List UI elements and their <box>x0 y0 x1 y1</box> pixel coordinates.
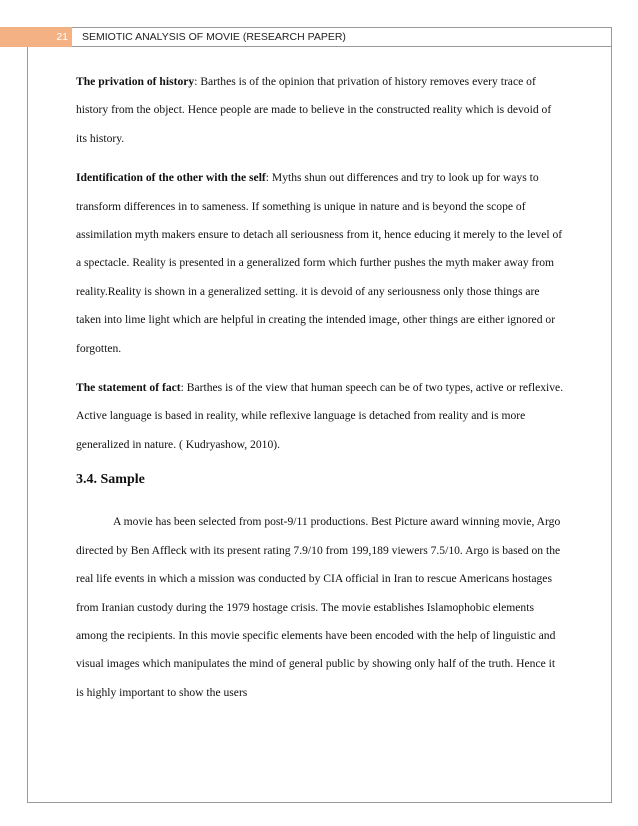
paragraph-statement-of-fact <box>76 374 564 459</box>
term-label: Identification of the other with the self <box>76 171 266 185</box>
section-heading: 3.4. Sample <box>76 472 145 488</box>
term-label: The statement of fact <box>76 381 181 395</box>
paragraph-privation-of-history <box>76 68 564 153</box>
paragraph-text: : Myths shun out differences and try to look up for ways to transform differences in to sameness. If something is unique in nature and is beyond the scope of assimilation myth makers ensure to detach all seriousness from it, hence educing it merely to the level of a spectacle. Reality is presented in a generalized form which further pushes the myth maker away from reality.Reality is shown in a generalized setting. it is devoid of any seriousness only those things are taken into lime light which are helpful in creating the intended image, other things are either ignored or forgotten. <box>76 171 563 355</box>
section-body-paragraph: A movie has been selected from post-9/11 productions. Best Picture award winning movie, Argo directed by Ben Affleck with its present rating 7.9/10 from 199,189 viewers 7.5/10. Argo is based on the real life events in which a mission was conducted by CIA official in Iran to rescue Americans hostages from Iranian custody during the 1979 hostage crisis. The movie establishes Islamophobic elements among the recipients. In this movie specific elements have been encoded with the help of linguistic and visual images which manipulates the mind of general public by showing only half of the truth. Hence it is highly important to show the users <box>76 515 561 699</box>
page-number: 21 <box>0 27 72 47</box>
running-header-title: SEMIOTIC ANALYSIS OF MOVIE (RESEARCH PAPER) <box>82 31 346 43</box>
document-body <box>76 68 564 718</box>
term-label: The privation of history <box>76 75 195 88</box>
header-divider <box>72 46 612 47</box>
paragraph-text: : Barthes is of the view that human speech can be of two types, active or reflexive. Active language is based in reality, while reflexive language is detached from reality and is more generalized in nature. ( Kudryashow, 2010). <box>76 381 564 451</box>
paragraph-text: : Barthes is of the opinion that privation of history removes every trace of history from the object. Hence people are made to believe in the constructed reality which is devoid of its history. <box>76 75 552 145</box>
paragraph-identification <box>76 164 564 363</box>
